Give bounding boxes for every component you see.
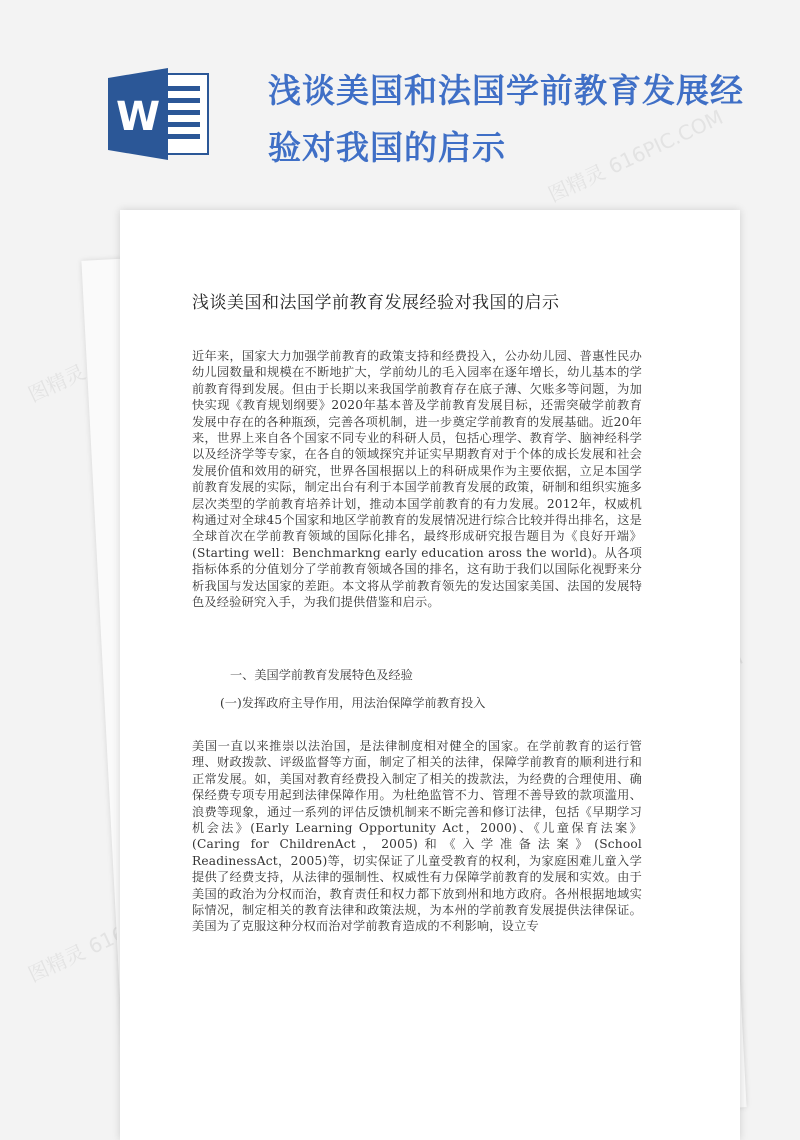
body-paragraph: 美国一直以来推崇以法治国，是法律制度相对健全的国家。在学前教育的运行管理、财政拨款、评级监督等方面，制定了相关的法律，保障学前教育的顺利进行和正常发展。如，美国对教育经费投入制定了相关的拨款法，为经费的合理使用、确保经费专项专用起到法律保障作用。为杜绝监管不力、管理不善导致的款项滥用、浪费等现象，通过一系列的评估反馈机制来不断完善和修订法律，包括《早期学习机会法》(Early Learning Opportunity Act，2000)、《儿童保育法案》(Caring for ChildrenAct，2005)和《入学准备法案》(School ReadinessAct，2005)等，切实保证了儿童受教育的权利，为家庭困难儿童入学提供了经费支持，从法律的强制性、权威性有力保障学前教育的发展和实效。由于美国的政治为分权而治，教育责任和权力都下放到州和地方政府。各州根据地域实际情况，制定相关的教育法律和政策法规，为本州的学前教育发展提供法律保证。美国为了克服这种分权而治对学前教育造成的不利影响，设立专	[192, 739, 642, 934]
document-page	[120, 210, 740, 1140]
intro-paragraph: 近年来，国家大力加强学前教育的政策支持和经费投入，公办幼儿园、普惠性民办幼儿园数量和规模在不断地扩大，学前幼儿的毛入园率在逐年增长，幼儿基本的学前教育得到发展。但由于长期以来我国学前教育存在底子薄、欠账多等问题，为加快实现《教育规划纲要》2020年基本普及学前教育发展目标，还需突破学前教育发展中存在的各种瓶颈，完善各项机制，进一步奠定学前教育的发展基础。近20年来，世界上来自各个国家不同专业的科研人员，包括心理学、教育学、脑神经科学以及经济学等专家，在各自的领域探究并证实早期教育对于个体的成长发展和社会发展价值和效用的研究，世界各国根据以上的科研成果作为主要依据，立足本国学前教育发展的实际，制定出台有利于本国学前教育发展的政策，研制和组织实施多层次类型的学前教育培养计划，推动本国学前教育的有力发展。2012年，权威机构通过对全球45个国家和地区学前教育的发展情况进行综合比较并得出排名，这是全球首次在学前教育领域的国际化排名，最终形成研究报告题目为《良好开端》(Starting well：Benchmarkng early education aross the world)。从各项指标体系的分值划分了学前教育领域各国的排名，这有助于我们以国际化视野来分析我国与发达国家的差距。本文将从学前教育领先的发达国家美国、法国的发展特色及经验研究入手，为我们提供借鉴和启示。	[192, 349, 642, 610]
subsection-heading: (一)发挥政府主导作用，用法治保障学前教育投入	[220, 696, 486, 710]
section-heading: 一、美国学前教育发展特色及经验	[230, 668, 413, 682]
banner	[0, 0, 800, 200]
word-document-icon	[108, 68, 212, 160]
watermark: 图精灵 616PIC.COM	[544, 104, 727, 207]
banner-title: 浅谈美国和法国学前教育发展经验对我国的启示	[268, 71, 744, 167]
watermark: 图精灵 616PIC.COM	[24, 884, 207, 987]
document-title: 浅谈美国和法国学前教育发展经验对我国的启示	[192, 293, 560, 313]
watermark: 图精灵	[24, 359, 89, 407]
svg-text:W: W	[116, 94, 161, 140]
